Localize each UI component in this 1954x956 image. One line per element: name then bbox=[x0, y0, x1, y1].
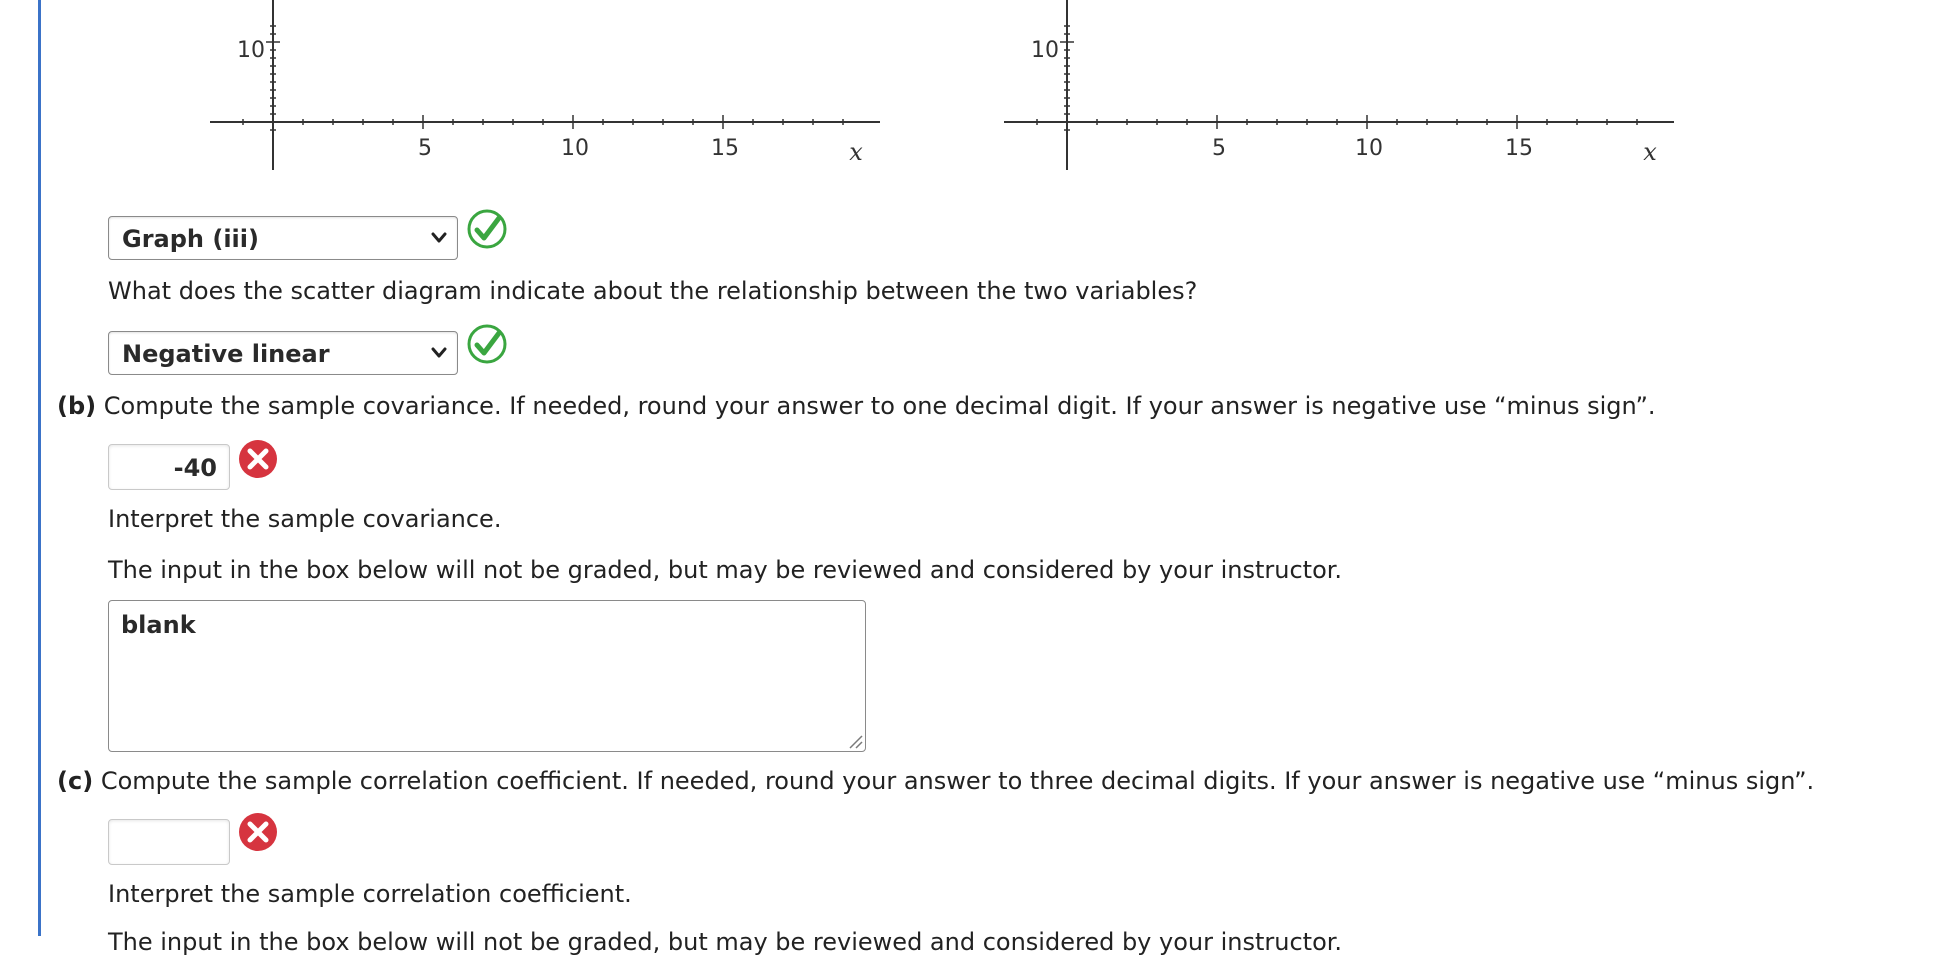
interpret-correlation-prompt: Interpret the sample correlation coefficient. bbox=[108, 880, 632, 908]
chevron-down-icon bbox=[431, 346, 447, 360]
correct-check-icon bbox=[466, 323, 508, 365]
part-b-label: (b) bbox=[57, 392, 97, 420]
graph-left-x-tick-label-10: 10 bbox=[561, 136, 589, 161]
chevron-down-icon bbox=[431, 231, 447, 245]
covariance-answer-input[interactable]: -40 bbox=[108, 444, 230, 490]
part-c-question-line bbox=[57, 767, 1814, 795]
graph-right-x-axis-label: x bbox=[1643, 138, 1657, 166]
incorrect-x-icon bbox=[237, 438, 279, 480]
resize-grip-icon[interactable] bbox=[847, 733, 863, 749]
graph-left-x-tick-label-15: 15 bbox=[711, 136, 739, 161]
graph-right-x-tick-label-10: 10 bbox=[1355, 136, 1383, 161]
graph-right-x-tick-label-15: 15 bbox=[1505, 136, 1533, 161]
graph-right-axes bbox=[1004, 0, 1674, 170]
graph-select-value: Graph (iii) bbox=[122, 225, 259, 253]
covariance-interpretation-textarea[interactable] bbox=[108, 600, 866, 752]
incorrect-x-icon bbox=[237, 811, 279, 853]
graph-right-x-tick-label-5: 5 bbox=[1212, 136, 1226, 161]
relationship-question: What does the scatter diagram indicate about the relationship between the two variables? bbox=[108, 277, 1198, 305]
ungraded-note-b: The input in the box below will not be graded, but may be reviewed and considered by your instructor. bbox=[108, 556, 1343, 584]
correct-check-icon bbox=[466, 208, 508, 250]
part-c-label: (c) bbox=[57, 767, 94, 795]
graph-select[interactable] bbox=[108, 216, 458, 260]
left-accent-rule bbox=[38, 0, 41, 936]
part-b-question-line bbox=[57, 392, 1656, 420]
relationship-select[interactable] bbox=[108, 331, 458, 375]
ungraded-note-c: The input in the box below will not be graded, but may be reviewed and considered by your instructor. bbox=[108, 928, 1343, 956]
part-b-question: Compute the sample covariance. If needed, round your answer to one decimal digit. If your answer is negative use “minus sign”. bbox=[103, 392, 1656, 420]
graph-left bbox=[190, 0, 890, 180]
graph-right-y-tick-label: 10 bbox=[1031, 38, 1059, 63]
relationship-select-value: Negative linear bbox=[122, 340, 330, 368]
graph-left-x-axis-label: x bbox=[849, 138, 863, 166]
graph-left-y-tick-label: 10 bbox=[237, 38, 265, 63]
part-c-question: Compute the sample correlation coefficient. If needed, round your answer to three decimal digits. If your answer is negative use “minus sign”. bbox=[100, 767, 1815, 795]
correlation-answer-input[interactable] bbox=[108, 819, 230, 865]
interpret-covariance-prompt: Interpret the sample covariance. bbox=[108, 505, 502, 533]
graph-left-x-tick-label-5: 5 bbox=[418, 136, 432, 161]
graph-left-axes bbox=[210, 0, 880, 170]
graph-right bbox=[984, 0, 1684, 180]
covariance-interpretation-text: blank bbox=[121, 611, 196, 639]
